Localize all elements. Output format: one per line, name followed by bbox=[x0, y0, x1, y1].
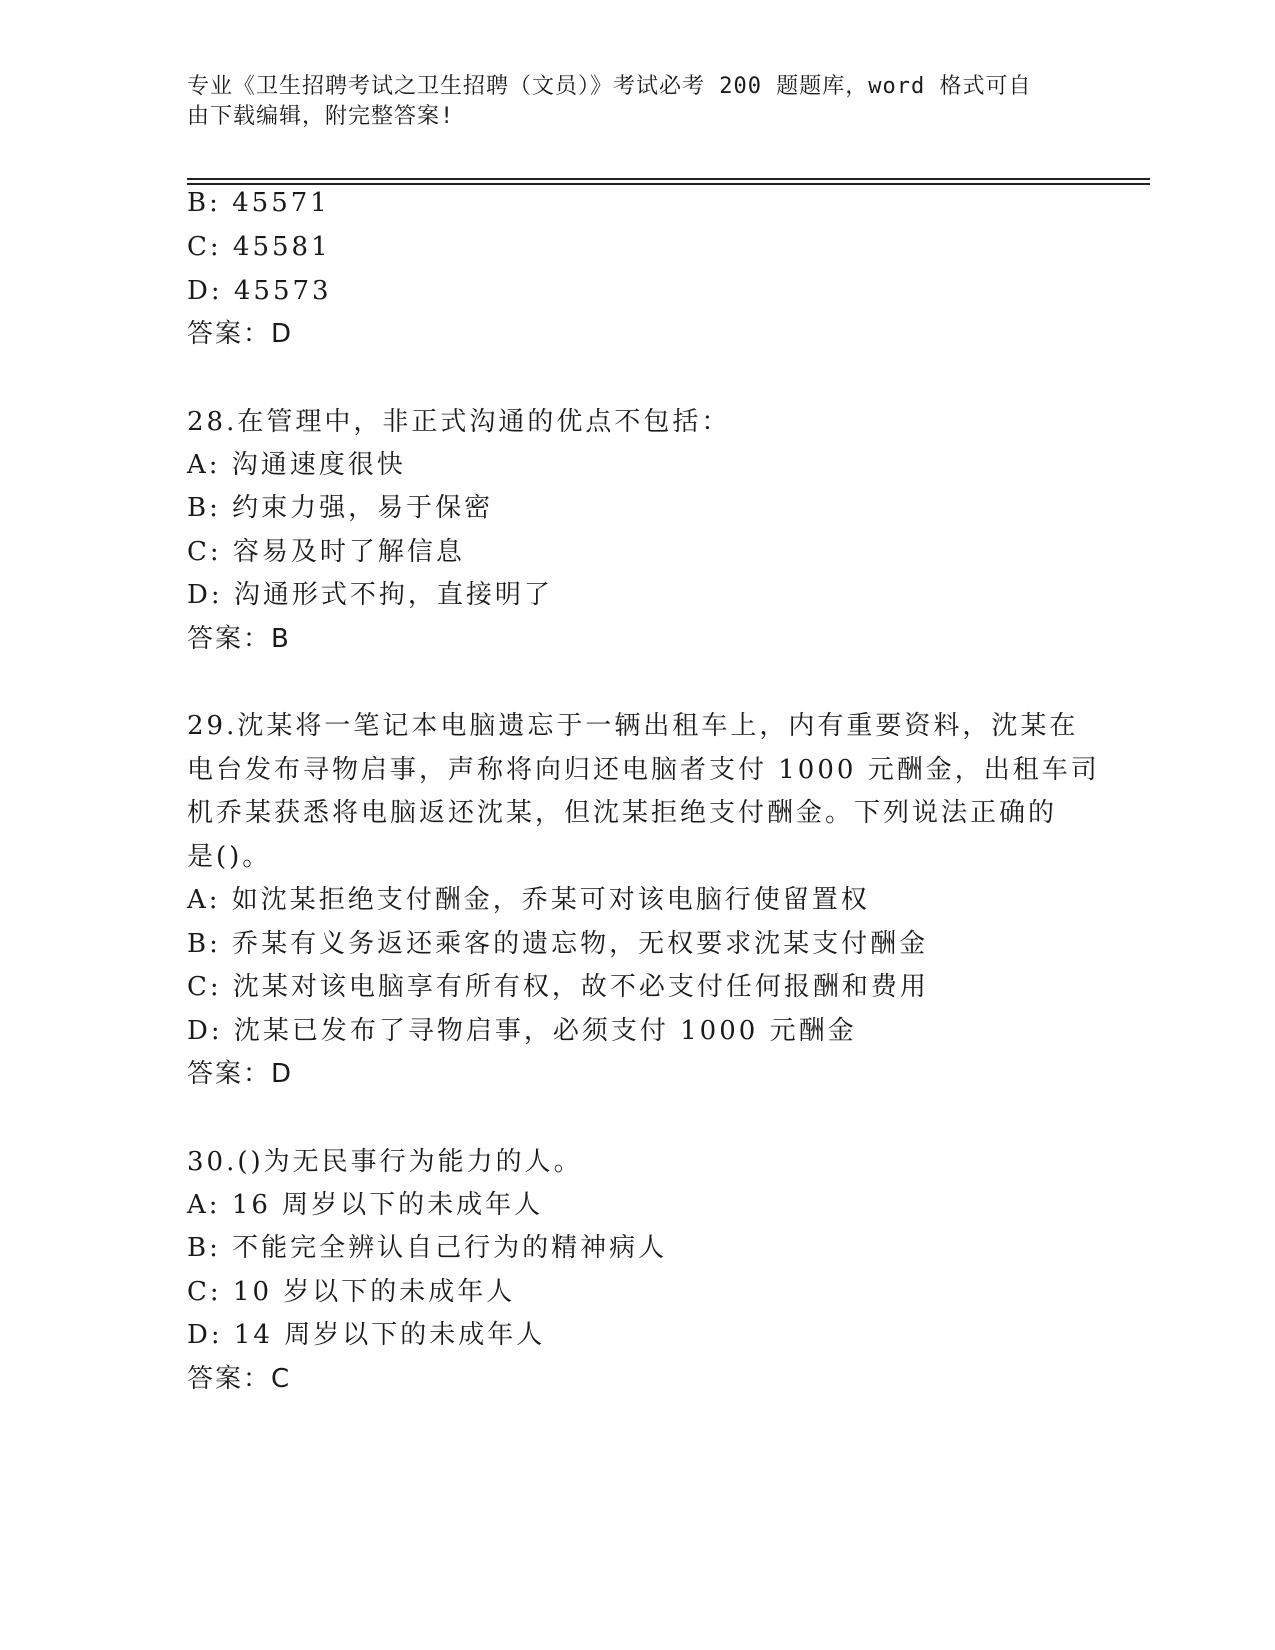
q28-option-c: C: 容易及时了解信息 bbox=[187, 537, 465, 567]
q29-answer: 答案：D bbox=[187, 1059, 294, 1089]
q28-option-d: D: 沟通形式不拘，直接明了 bbox=[187, 580, 553, 610]
q30-answer: 答案：C bbox=[187, 1364, 292, 1394]
q28-option-b: B: 约束力强，易于保密 bbox=[187, 493, 494, 523]
q30-stem: 30.()为无民事行为能力的人。 bbox=[187, 1147, 583, 1177]
q29-option-b: B: 乔某有义务返还乘客的遗忘物，无权要求沈某支付酬金 bbox=[187, 929, 929, 959]
prev-option-d: D: 45573 bbox=[187, 276, 332, 306]
q29-option-d: D: 沈某已发布了寻物启事，必须支付 1000 元酬金 bbox=[187, 1016, 857, 1046]
document-header bbox=[187, 72, 1067, 132]
q29-option-c: C: 沈某对该电脑享有所有权，故不必支付任何报酬和费用 bbox=[187, 972, 929, 1002]
q28-option-a: A: 沟通速度很快 bbox=[187, 450, 406, 480]
q29-stem-line-4: 是()。 bbox=[187, 842, 272, 872]
prev-option-b: B: 45571 bbox=[187, 188, 330, 218]
header-line-1: 专业《卫生招聘考试之卫生招聘（文员）》考试必考 200 题题库，word 格式可自 bbox=[187, 74, 1032, 99]
q30-option-c: C: 10 岁以下的未成年人 bbox=[187, 1277, 516, 1307]
header-divider-top bbox=[187, 178, 1150, 180]
q29-stem-line-3: 机乔某获悉将电脑返还沈某，但沈某拒绝支付酬金。下列说法正确的 bbox=[187, 798, 1058, 828]
q28-answer: 答案：B bbox=[187, 624, 291, 654]
q30-option-d: D: 14 周岁以下的未成年人 bbox=[187, 1320, 546, 1350]
q29-stem-line-1: 29.沈某将一笔记本电脑遗忘于一辆出租车上，内有重要资料，沈某在 bbox=[187, 711, 1079, 741]
prev-answer: 答案：D bbox=[187, 319, 294, 349]
prev-option-c: C: 45581 bbox=[187, 232, 331, 262]
q30-option-b: B: 不能完全辨认自己行为的精神病人 bbox=[187, 1233, 668, 1263]
q30-option-a: A: 16 周岁以下的未成年人 bbox=[187, 1190, 544, 1220]
q29-stem-line-2: 电台发布寻物启事，声称将向归还电脑者支付 1000 元酬金，出租车司 bbox=[187, 755, 1100, 785]
q28-stem: 28.在管理中，非正式沟通的优点不包括： bbox=[187, 407, 731, 437]
header-line-2: 由下载编辑，附完整答案! bbox=[187, 104, 455, 129]
q29-option-a: A: 如沈某拒绝支付酬金，乔某可对该电脑行使留置权 bbox=[187, 885, 870, 915]
header-divider-bottom bbox=[187, 183, 1150, 185]
